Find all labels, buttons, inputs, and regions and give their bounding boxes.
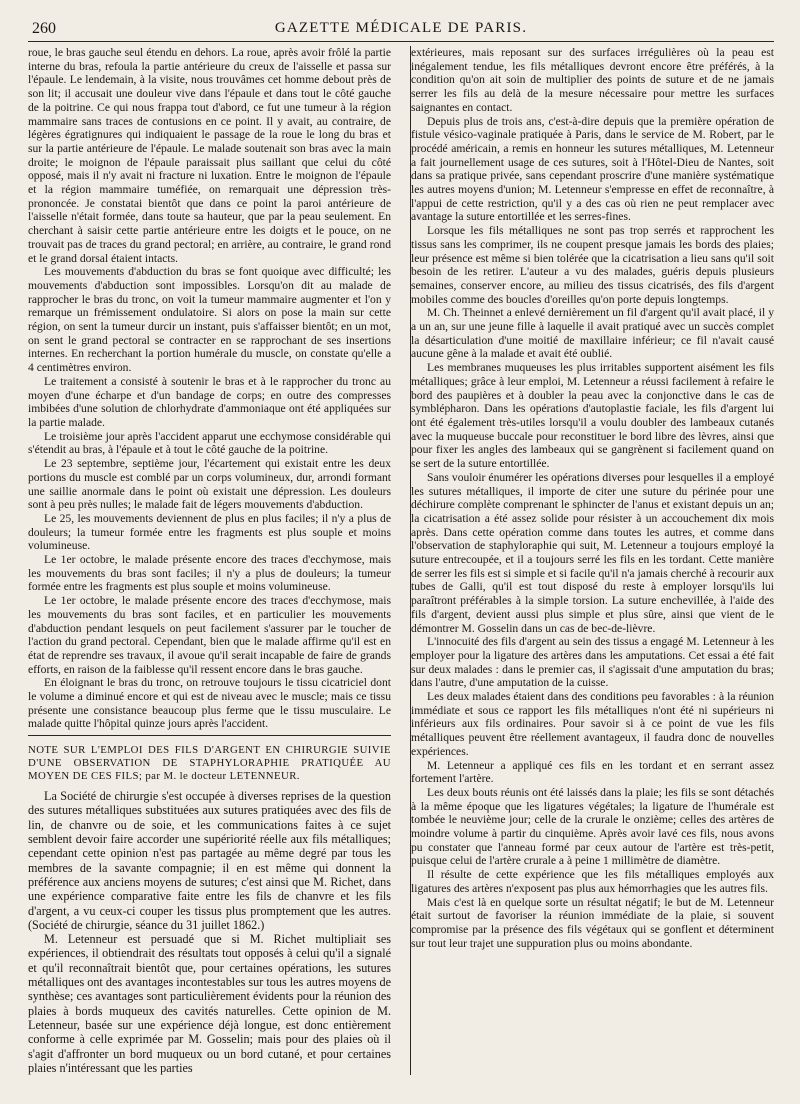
paragraph: Le 25, les mouvements deviennent de plus en plus faciles; il n'y a plus de douleurs; la tumeur formée entre les fragments est plus souple et moins volumineuse.	[28, 511, 391, 553]
paragraph: Sans vouloir énumérer les opérations diverses pour lesquelles il a employé les sutures métalliques, il importe de citer une suture du périnée pour une déchirure complète comprenant le sphincter de l'anus et existant depuis un an; la cicatrisation a été assez solide pour résister à un accouchement dix mois après. Dans cette opération comme dans toutes les autres, et comme dans l'observation de staphyloraphie qui suit, M. Letenneur a toujours employé la suture entrecoupée, et il a toujours serré les fils en les tordant. Cette manière de serrer les fils est si simple et si facile qu'il n'a jamais cherché à recourir aux tubes de Galli, qu'il est tout disposé du reste à employer lorsqu'ils lui paraîtront préférables à la simple torsion. La suture enchevillée, à l'aide des fils d'argent, devient aussi plus simple et plus sûre, ainsi que vient de le démontrer M. Gosselin dans un cas de bec-de-lièvre.	[411, 470, 774, 635]
paragraph: En éloignant le bras du tronc, on retrouve toujours le tissu cicatriciel dont le volume a diminué encore et qui est de niveau avec le muscle; mais ce tissu présente une consistance beaucoup plus ferme que le tissu musculaire. Le malade quitte l'hôpital quinze jours après l'accident.	[28, 676, 391, 731]
paragraph: Les deux malades étaient dans des conditions peu favorables : à la réunion immédiate et sous ce rapport les fils métalliques n'ont été ni supérieurs ni inférieurs aux fils ordinaires. Pour savoir si à ce point de vue les fils métalliques peuvent être réellement avantageux, il faudra donc de nouvelles expériences.	[411, 690, 774, 758]
paragraph: Le 23 septembre, septième jour, l'écartement qui existait entre les deux portions du muscle est comblé par un corps volumineux, dur, arrondi formant une saillie anormale dans le point où existait une dépression. Les douleurs sont à peu près nulles; le malade fait de légers mouvements d'abduction.	[28, 457, 391, 512]
paragraph: Il résulte de cette expérience que les fils métalliques employés aux ligatures des artères n'exposent pas plus aux hémorrhagies que les autres fils.	[411, 868, 774, 895]
page-number: 260	[32, 20, 56, 37]
page-header	[28, 18, 774, 42]
journal-title: GAZETTE MÉDICALE DE PARIS.	[274, 20, 528, 36]
paragraph: Les membranes muqueuses les plus irritables supportent aisément les fils métalliques; grâce à leur emploi, M. Letenneur a réussi facilement à refaire le bord des paupières et à doubler la peau avec la conjonctive dans le cas de symblépharon. Dans les opérations d'autoplastie faciale, les fils d'argent lui ont été également très-utiles lorsqu'il a voulu doubler des lambeaux cutanés avec la muqueuse buccale pour reconstituer le bord libre des lèvres, ainsi que pour fixer les angles des lambeaux qui se gangrènent si facilement quand on se sert de la suture entortillée.	[411, 361, 774, 471]
section-rule	[28, 735, 391, 736]
paragraph: Le traitement a consisté à soutenir le bras et à le rapprocher du tronc au moyen d'une écharpe et d'un bandage de corps; en outre des compresses imbibées d'une solution de chlorhydrate d'ammoniaque ont été appliquées sur la partie malade.	[28, 374, 391, 429]
paragraph: roue, le bras gauche seul étendu en dehors. La roue, après avoir frôlé la partie interne du bras, refoula la partie antérieure du creux de l'aisselle et passa sur l'épaule. Le lendemain, à la visite, nous trouvâmes cet homme debout près de son lit; il accusait une douleur vive dans l'épaule et dans tout le côté gauche de la poitrine. Ce qui nous frappa tout d'abord, ce fut une tumeur à la région mammaire sans traces de contusions en ce point. Il y avait, au contraire, de légères égratignures qui indiquaient le passage de la roue le long du bras et sur la partie antérieure de l'épaule. Le malade soutenait son bras avec la main droite; le moignon de l'épaule paraissait plus saillant que celui du côté opposé, mais il n'y avait ni fracture ni luxation. Entre le moignon de l'épaule et la région mammaire tuméfiée, on remarquait une dépression très-prononcée. Je constatai bientôt que dans ce point la paroi antérieure de l'aisselle n'était formée, dans toute sa hauteur, que par la peau seulement. En cherchant à saisir cette partie antérieure entre les doigts et le pouce, on ne trouvait pas de traces du grand pectoral; en arrière, au contraire, le grand rond et le grand dorsal étaient intacts.	[28, 46, 391, 265]
article-body	[28, 789, 391, 1075]
paragraph: Les mouvements d'abduction du bras se font quoique avec difficulté; les mouvements d'abduction sont impossibles. Lorsqu'on dit au malade de rapprocher le bras du tronc, on voit la tumeur mammaire augmenter et l'on y remarque un frémissement ondulatoire. Si alors on pose la main sur cette région, on sent la tumeur durcir un instant, puis s'affaisser bientôt; en un mot, on sent le grand pectoral se contracter en se rapprochant de ses insertions internes. En recherchant la portion humérale du muscle, on constate qu'elle a 4 centimètres environ.	[28, 265, 391, 375]
paragraph: Lorsque les fils métalliques ne sont pas trop serrés et rapprochent les tissus sans les comprimer, ils ne coupent presque jamais les bords des plaies; leur présence est même si bien tolérée que la cicatrisation a lieu sans qu'il soit besoin de les retirer. L'auteur a vu des malades, guéris depuis plusieurs semaines, conserver encore, au milieu des tissus cicatrisés, des fils d'argent mobiles comme des boucles d'oreilles qu'on porte depuis longtemps.	[411, 224, 774, 306]
paragraph: Depuis plus de trois ans, c'est-à-dire depuis que la première opération de fistule vésico-vaginale pratiquée à Paris, dans le service de M. Robert, par le procédé américain, a remis en honneur les sutures métalliques, M. Letenneur a fait journellement usage de ces sutures, soit à l'Hôtel-Dieu de Nantes, soit dans sa pratique privée, sans cependant proscrire d'une manière systématique les autres moyens d'union; M. Letenneur s'empresse en effet de reconnaître, à l'appui de cette restriction, qu'il y a des cas où rien ne peut remplacer avec avantage la suture entortillée et les serres-fines.	[411, 114, 774, 224]
paragraph: L'innocuité des fils d'argent au sein des tissus a engagé M. Letenneur à les employer pour la ligature des artères dans les amputations. Cet essai a été fait sur deux malades : dans le premier cas, il s'agissait d'une amputation du bras; dans l'autre, d'une amputation de la cuisse.	[411, 635, 774, 690]
paragraph: La Société de chirurgie s'est occupée à diverses reprises de la question des sutures métalliques substituées aux sutures pratiquées avec des fils de lin, de chanvre ou de soie, et les communications faites à ce sujet semblent devoir faire accorder une supériorité réelle aux fils métalliques; cependant cette opinion n'est pas partagée au même degré par tous les membres de la savante compagnie; il en est même qui donnent la préférence aux anciens moyens de sutures; c'est ainsi que M. Richet, dans une expérience comparative faite entre les fils de chanvre et les fils d'argent, a vu ceux-ci couper les tissus plus promptement que les autres. (Société de chirurgie, séance du 31 juillet 1862.)	[28, 789, 391, 932]
article-title: NOTE SUR L'EMPLOI DES FILS D'ARGENT EN CHIRURGIE SUIVIE D'UNE OBSERVATION DE STAPHYLORAPHIE PRATIQUÉE AU MOYEN DE CES FILS; par M. le docteur LETENNEUR.	[28, 744, 391, 783]
paragraph: M. Letenneur a appliqué ces fils en les tordant et en serrant assez fortement l'artère.	[411, 758, 774, 786]
paragraph: Mais c'est là en quelque sorte un résultat négatif; le but de M. Letenneur était surtout de favoriser la réunion immédiate de la plaie, si souvent compromise par la présence des fils végétaux qui se gonflent et déterminent sur tout leur trajet une suppuration plus ou moins abondante.	[411, 895, 774, 950]
paragraph: Le 1er octobre, le malade présente encore des traces d'ecchymose, mais les mouvements du bras sont faciles; il n'y a plus de douleurs; la tumeur formée entre les fragments est plus souple et moins volumineuse.	[28, 553, 391, 594]
paragraph: M. Ch. Theinnet a enlevé dernièrement un fil d'argent qu'il avait placé, il y a un an, sur une jeune fille à laquelle il avait pratiqué avec un succès complet la désarticulation d'une moitié de maxillaire inférieur; ce fil n'avait causé aucune gêne à la malade et avait été oublié.	[411, 306, 774, 361]
paragraph: extérieures, mais reposant sur des surfaces irrégulières où la peau est inégalement tendue, les fils métalliques devront encore être préférés, à la condition qu'on ait soin de multiplier des points de suture et de ne jamais serrer les fils au delà de la mesure nécessaire pour mettre les surfaces saignantes en contact.	[411, 46, 774, 114]
text-columns	[28, 46, 774, 1075]
column-divider	[410, 46, 411, 1075]
paragraph: Le troisième jour après l'accident apparut une ecchymose considérable qui s'étendit au bras, à l'épaule et à tout le côté gauche de la poitrine.	[28, 429, 391, 457]
header-rule	[28, 41, 774, 42]
paragraph: Les deux bouts réunis ont été laissés dans la plaie; les fils se sont détachés à la même époque que les ligatures végétales; la ligature de l'humérale est tombée le neuvième jour; celle de la crurale le onzième; celles des artères de moindre volume à partir du cinquième. Après avoir lavé ces fils, nous avons pu constater que l'anneau formé par ceux autour de l'artère est très-petit, puisque celui de l'artère crurale a à peine 1 millimètre de diamètre.	[411, 785, 774, 868]
paragraph: Le 1er octobre, le malade présente encore des traces d'ecchymose, mais les mouvements du bras sont faciles, et en particulier les mouvements d'abduction pendant lesquels on peut facilement s'assurer par le toucher de l'action du grand pectoral. Cependant, bien que le malade affirme qu'il est en état de reprendre ses travaux, il avoue qu'il serait incapable de faire de grands efforts, en raison de la faiblesse qu'il ressent encore dans le bras gauche.	[28, 594, 391, 676]
left-column	[28, 46, 401, 1075]
right-column	[401, 46, 774, 1075]
paragraph: M. Letenneur est persuadé que si M. Richet multipliait ses expériences, il obtiendrait des résultats tout opposés à celui qu'il a signalé et qu'il reconnaîtrait bientôt que, pour certaines opérations, les sutures métalliques ont des avantages incontestables sur tous les autres moyens de synthèse; ces avantages sont particulièrement évidents pour la réunion des plaies à bords muqueux des cavités naturelles. Cette opinion de M. Letenneur, basée sur une expérience déjà longue, est donc entièrement conforme à celle exprimée par M. Gosselin; mais pour des plaies où il s'agit d'affronter un bord muqueux ou un bord cutané, et pour certaines plaies n'intéressant que les parties	[28, 932, 391, 1075]
